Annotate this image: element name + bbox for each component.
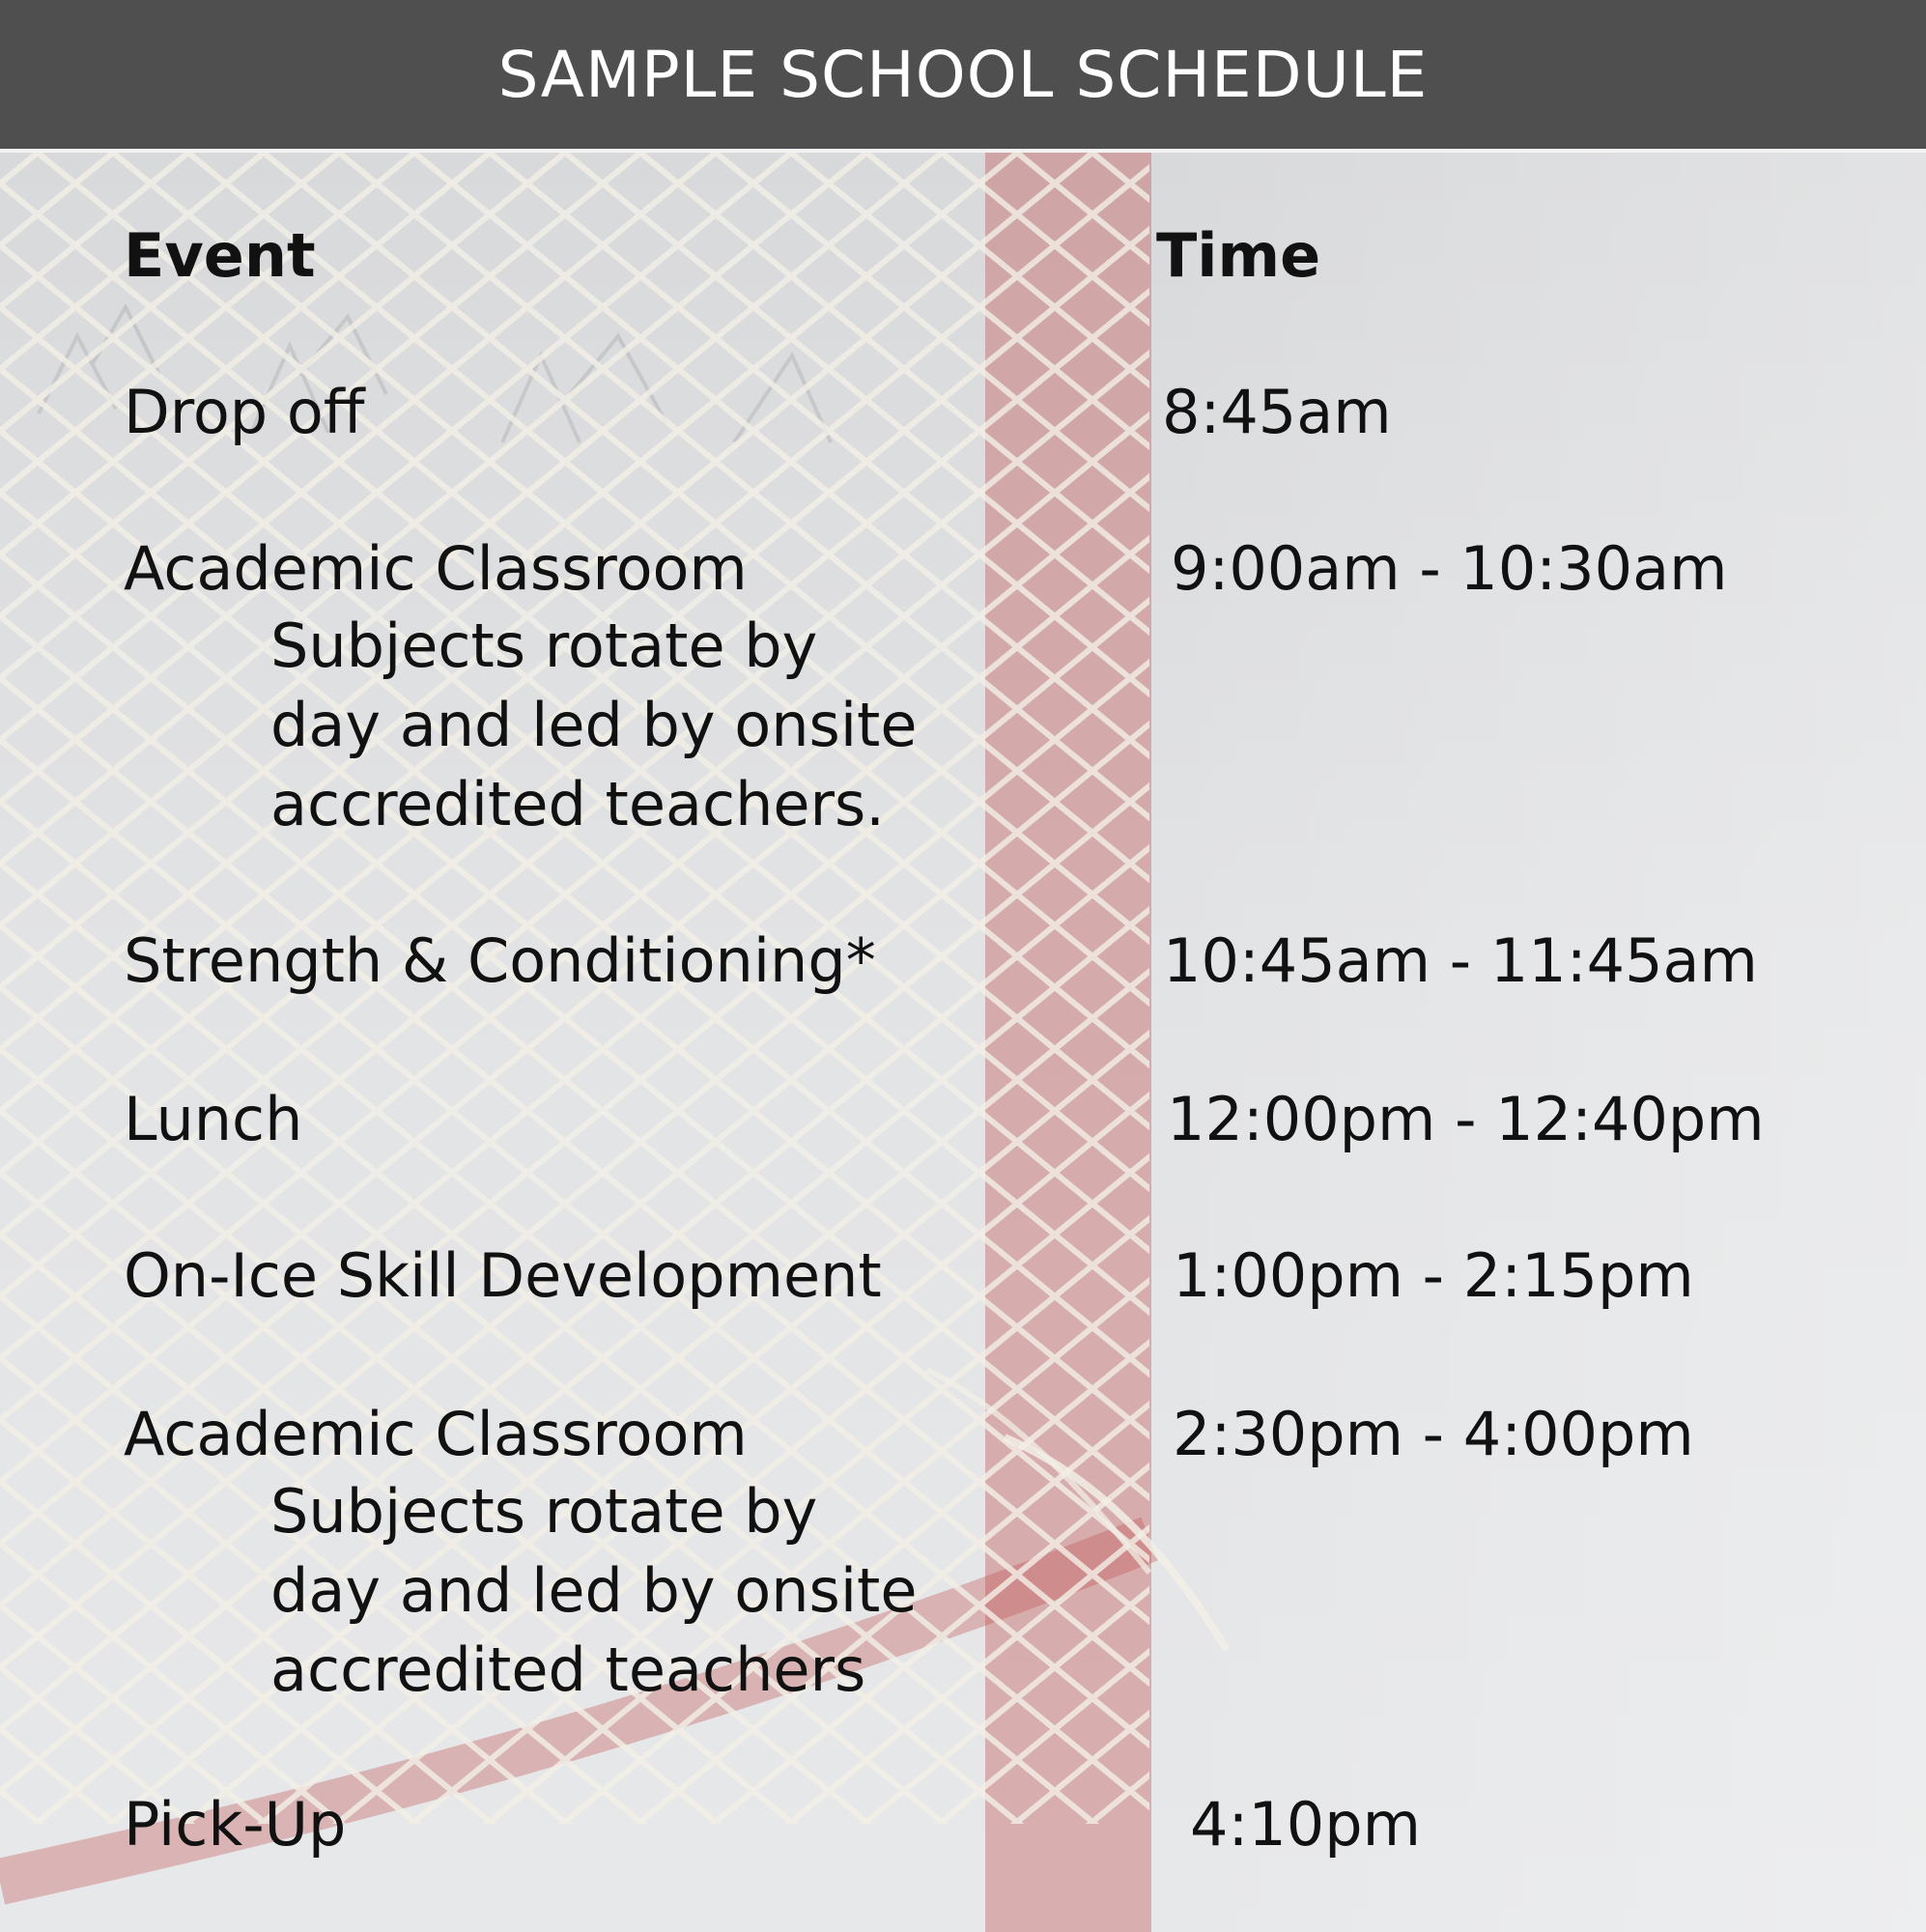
event-time: 12:00pm - 12:40pm: [1167, 1084, 1765, 1154]
event-time: 4:10pm: [1190, 1789, 1421, 1860]
event-name: Strength & Conditioning*: [124, 925, 876, 996]
schedule: [0, 153, 1926, 1932]
event-name: Lunch: [124, 1084, 303, 1154]
event-name: Academic Classroom: [124, 1399, 748, 1469]
event-time: 9:00am - 10:30am: [1171, 533, 1728, 604]
event-name: Pick-Up: [124, 1789, 347, 1860]
event-time: 1:00pm - 2:15pm: [1173, 1240, 1694, 1311]
event-name: On-Ice Skill Development: [124, 1240, 882, 1311]
event-detail: Subjects rotate by day and led by onsite accredited teachers.: [270, 611, 918, 839]
event-name: Drop off: [124, 377, 365, 447]
page-title: SAMPLE SCHOOL SCHEDULE: [497, 37, 1429, 112]
event-time: 8:45am: [1162, 377, 1392, 447]
event-time: 10:45am - 11:45am: [1163, 925, 1758, 996]
event-time: 2:30pm - 4:00pm: [1173, 1399, 1694, 1469]
title-bar: [0, 0, 1926, 149]
time-column-header: Time: [1156, 220, 1321, 291]
event-name: Academic Classroom: [124, 533, 748, 604]
event-detail: Subjects rotate by day and led by onsite accredited teachers: [270, 1476, 918, 1705]
event-column-header: Event: [124, 220, 316, 291]
